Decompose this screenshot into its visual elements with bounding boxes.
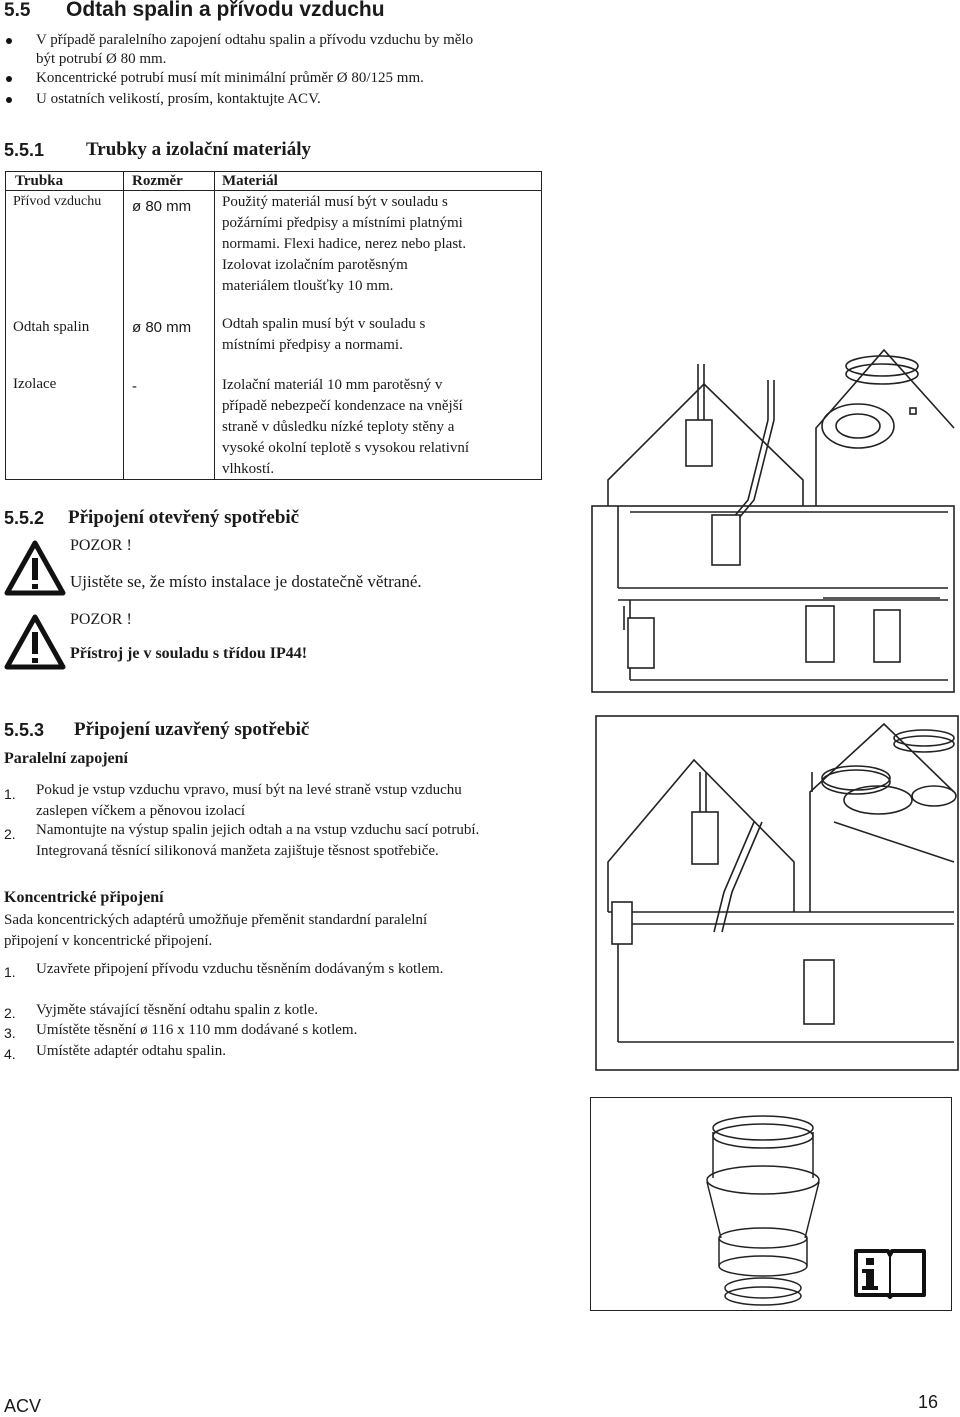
section-title: Odtah spalin a přívodu vzduchu [66,0,385,21]
subsection-title: Připojení otevřený spotřebič [68,507,300,528]
pipes-table [5,171,542,480]
concentric-heading: Koncentrické připojení [4,889,164,906]
step-number: 1. [4,786,16,802]
table-cell-pipe: Izolace [13,376,57,392]
subsection-title: Připojení uzavřený spotřebič [74,719,310,740]
table-cell-size: ø 80 mm [132,319,192,336]
step-number: 2. [4,826,16,842]
column-header-pipe: Trubka [15,173,64,189]
bullet-dot-icon [6,97,12,103]
step-text: Namontujte na výstup spalin jejich odtah a na vstup vzduchu sací potrubí. Integrovaná těsnící silikonová manžeta zajištuje těsnost spotřebiče. [36,822,480,859]
table-cell-pipe: Odtah spalin [13,319,90,335]
table-cell-material: Izolační materiál 10 mm parotěsný v případě nebezpečí kondenzace na vnější straně v důsledku nízké teploty stěny a vysoké okolní teplotě s vysokou relativní vlhkostí. [222,377,470,477]
subsection-number: 5.5.2 [4,508,45,528]
bullet-dot-icon [6,38,12,44]
bullet-item: Koncentrické potrubí musí mít minimální průměr Ø 80/125 mm. [36,69,424,88]
parallel-heading: Paralelní zapojení [4,750,128,767]
bullet-dot-icon [6,76,12,82]
step-text: Umístěte adaptér odtahu spalin. [36,1043,226,1059]
step-number: 2. [4,1005,16,1021]
table-cell-size: - [132,378,137,395]
column-header-size: Rozměr [132,173,183,189]
step-text: Umístěte těsnění ø 116 x 110 mm dodávané s kotlem. [36,1022,358,1038]
warning-text: Ujistěte se, že místo instalace je dostatečně větrané. [70,572,422,591]
step-number: 1. [4,964,16,980]
footer-brand: ACV [4,1396,42,1416]
table-cell-pipe: Přívod vzduchu [13,194,102,209]
concentric-intro: Sada koncentrických adaptérů umožňuje přeměnit standardní paralelní připojení v koncentrické připojení. [4,912,428,949]
bullet-item-cont: být potrubí Ø 80 mm. [36,51,167,67]
table-cell-material: Použitý materiál musí být v souladu s požárními předpisy a místními platnými normami. Flexi hadice, nerez nebo plast. Izolovat izolačním parotěsným materiálem tloušťky 10 mm. [222,194,467,294]
warning-text: Přístroj je v souladu s třídou IP44! [70,645,308,662]
subsection-number: 5.5.3 [4,720,45,740]
open-appliance-illustration [588,330,960,694]
bullet-item: U ostatních velikostí, prosím, kontaktujte ACV. [36,90,321,109]
step-text: Vyjměte stávající těsnění odtahu spalin z kotle. [36,1002,319,1018]
step-number: 3. [4,1025,16,1041]
step-text: Pokud je vstup vzduchu vpravo, musí být na levé straně vstup vzduchu zaslepen víčkem a pěnovou izolací [36,782,462,819]
column-header-material: Materiál [222,173,278,189]
step-number: 4. [4,1046,16,1062]
subsection-title: Trubky a izolační materiály [86,139,311,160]
warning-label: POZOR ! [70,537,132,554]
bullet-item: V případě paralelního zapojení odtahu spalin a přívodu vzduchu by mělo [36,31,473,50]
table-cell-material: Odtah spalin musí být v souladu s místními předpisy a normami. [222,316,426,353]
step-text: Uzavřete připojení přívodu vzduchu těsněním dodávaným s kotlem. [36,961,444,977]
section-number: 5.5 [4,0,31,21]
info-book-icon [852,1247,928,1304]
closed-appliance-illustration [594,712,960,1072]
subsection-number: 5.5.1 [4,140,45,160]
page-number: 16 [918,1392,939,1412]
warning-icon [4,614,66,675]
warning-icon [4,540,66,601]
table-cell-size: ø 80 mm [132,198,192,215]
warning-label: POZOR ! [70,611,132,628]
